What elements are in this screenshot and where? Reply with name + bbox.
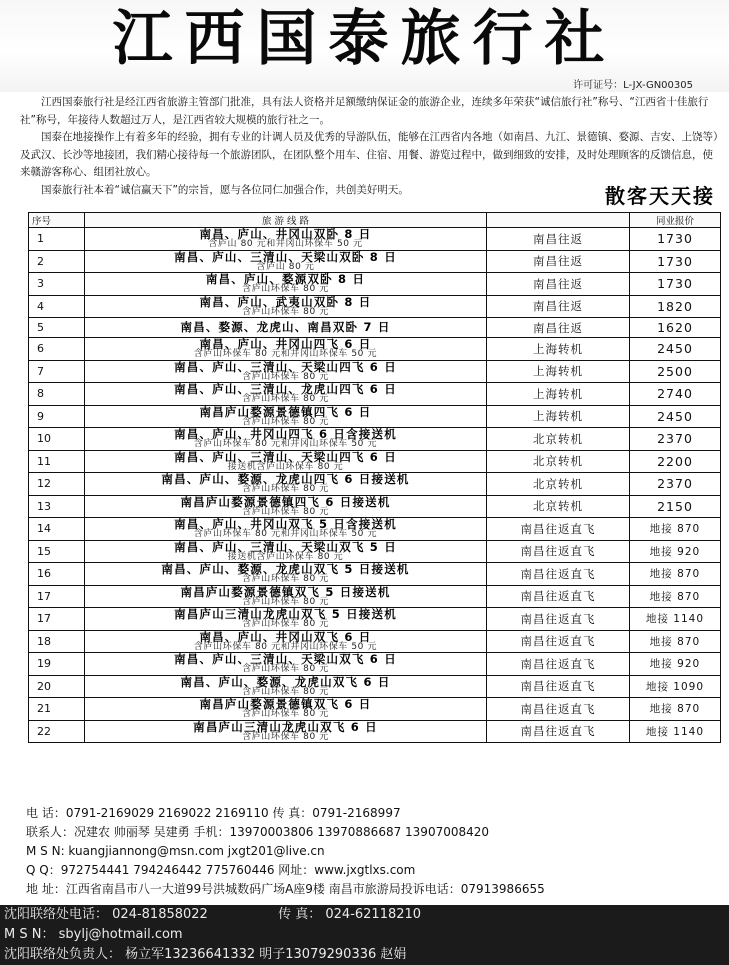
route-note: 含庐山环保车 80 元 xyxy=(242,574,329,585)
route-type: 北京转机 xyxy=(487,450,630,473)
route-title: 南昌庐山婺源景德镇四飞 6 日 xyxy=(199,404,372,419)
footer xyxy=(0,905,729,965)
route-note: 含庐山环保车 80 元 xyxy=(242,619,329,630)
route-price: 2740 xyxy=(630,383,721,406)
route-note: 含庐山环保车 80 元 xyxy=(242,686,329,697)
route-type: 南昌往返直飞 xyxy=(487,563,630,586)
route-title: 南昌、庐山、三清山、天梁山四飞 6 日 xyxy=(174,449,397,464)
row-number: 5 xyxy=(29,318,85,338)
row-number: 19 xyxy=(29,653,85,676)
route-title: 南昌庐山婺源景德镇双飞 6 日 xyxy=(199,697,372,711)
route-title: 南昌、庐山、井冈山双飞 5 日含接送机 xyxy=(174,517,397,531)
route-type: 南昌往返直飞 xyxy=(487,608,630,631)
row-number: 16 xyxy=(29,563,85,586)
route-note: 接送机含庐山环保车 80 元 xyxy=(227,461,344,472)
footer-manager: 杨立军13236641332 明子13079290336 赵娟 xyxy=(125,947,407,962)
intro-paragraph-3: 国泰旅行社本着“诚信赢天下”的宗旨，愿与各位同仁加强合作，共创美好明天。 xyxy=(41,183,409,196)
route-cell xyxy=(85,318,487,338)
route-cell xyxy=(85,518,487,541)
route-title: 南昌庐山婺源景德镇四飞 6 日接送机 xyxy=(180,494,391,509)
route-price: 地接 870 xyxy=(630,585,721,608)
footer-manager-line xyxy=(0,945,729,965)
footer-msn-label: M S N： xyxy=(4,927,55,942)
row-number: 7 xyxy=(29,360,85,383)
route-cell xyxy=(85,383,487,406)
route-cell xyxy=(85,473,487,496)
table-row xyxy=(29,405,721,428)
row-number: 17 xyxy=(29,585,85,608)
route-note: 含庐山环保车 80 元和井冈山环保车 50 元 xyxy=(193,529,378,540)
table-row xyxy=(29,495,721,518)
route-type: 南昌往返直飞 xyxy=(487,630,630,653)
route-cell xyxy=(85,450,487,473)
table-row xyxy=(29,338,721,361)
route-type: 上海转机 xyxy=(487,383,630,406)
route-price: 2450 xyxy=(630,338,721,361)
route-title: 南昌、庐山、三清山、天梁山四飞 6 日 xyxy=(174,359,397,374)
brand-title: 江西国泰旅行社 xyxy=(112,4,617,74)
route-type: 南昌往返 xyxy=(487,228,630,251)
contact-people: 联系人：况建农 帅丽琴 吴建勇 手机：13970003806 13970886687 13907008420 xyxy=(26,825,490,839)
route-note: 含庐山 80 元 xyxy=(256,261,315,272)
row-number: 13 xyxy=(29,495,85,518)
table-row xyxy=(29,473,721,496)
route-type: 南昌往返直飞 xyxy=(487,540,630,563)
route-cell xyxy=(85,360,487,383)
route-type: 南昌往返直飞 xyxy=(487,720,630,743)
route-note: 含庐山环保车 80 元和井冈山环保车 50 元 xyxy=(193,641,378,652)
footer-fax-label: 传 真： xyxy=(278,907,322,922)
route-price: 2200 xyxy=(630,450,721,473)
route-price: 2370 xyxy=(630,428,721,451)
header-num: 序号 xyxy=(29,213,85,228)
route-cell xyxy=(85,630,487,653)
route-note: 含庐山环保车 80 元 xyxy=(242,731,329,742)
route-type: 北京转机 xyxy=(487,495,630,518)
footer-phone-label: 沈阳联络处电话： xyxy=(4,907,109,922)
route-note: 含庐山环保车 80 元 xyxy=(242,484,329,495)
route-title: 南昌、庐山、三清山、龙虎山四飞 6 日 xyxy=(174,382,397,396)
route-price: 地接 870 xyxy=(630,563,721,586)
header-price: 同业报价 xyxy=(630,213,721,228)
route-note: 含庐山环保车 80 元 xyxy=(242,416,329,427)
route-title: 南昌、庐山、武夷山双卧 8 日 xyxy=(199,294,372,309)
route-type: 北京转机 xyxy=(487,428,630,451)
route-price: 2150 xyxy=(630,495,721,518)
table-row xyxy=(29,653,721,676)
route-type: 上海转机 xyxy=(487,360,630,383)
row-number: 18 xyxy=(29,630,85,653)
row-number: 11 xyxy=(29,450,85,473)
row-number: 20 xyxy=(29,675,85,698)
route-price: 1730 xyxy=(630,228,721,251)
route-type: 南昌往返直飞 xyxy=(487,698,630,721)
route-title: 南昌庐山婺源景德镇双飞 5 日接送机 xyxy=(180,584,391,599)
table-row xyxy=(29,383,721,406)
footer-phone: 024-81858022 xyxy=(112,907,208,922)
route-cell xyxy=(85,405,487,428)
route-title: 南昌、庐山、井冈山四飞 6 日含接送机 xyxy=(174,427,397,441)
route-title: 南昌庐山三清山龙虎山双飞 6 日 xyxy=(193,719,378,734)
route-note: 接送机含庐山环保车 80 元 xyxy=(227,551,344,562)
row-number: 3 xyxy=(29,273,85,296)
route-type: 南昌往返直飞 xyxy=(487,518,630,541)
route-price: 地接 870 xyxy=(630,698,721,721)
table-row xyxy=(29,518,721,541)
table-row xyxy=(29,585,721,608)
contact-block xyxy=(26,804,726,899)
route-type: 北京转机 xyxy=(487,473,630,496)
row-number: 9 xyxy=(29,405,85,428)
footer-msn: sbylj@hotmail.com xyxy=(58,927,183,942)
contact-msn: M S N: kuangjiannong@msn.com jxgt201@live.cn xyxy=(26,844,325,858)
route-title: 南昌、庐山、三清山、天梁山双飞 6 日 xyxy=(174,652,397,666)
route-type: 南昌往返直飞 xyxy=(487,653,630,676)
route-price: 地接 1140 xyxy=(630,608,721,631)
route-price: 2500 xyxy=(630,360,721,383)
route-title: 南昌、庐山、井冈山四飞 6 日 xyxy=(199,337,372,351)
table-row xyxy=(29,540,721,563)
row-number: 1 xyxy=(29,228,85,251)
route-title: 南昌、庐山、婺源双卧 8 日 xyxy=(205,272,366,286)
table-row xyxy=(29,273,721,296)
route-title: 南昌、婺源、龙虎山、南昌双卧 7 日 xyxy=(180,320,391,335)
route-price: 地接 870 xyxy=(630,518,721,541)
table-row xyxy=(29,450,721,473)
table-row xyxy=(29,428,721,451)
table-row xyxy=(29,630,721,653)
route-cell xyxy=(85,675,487,698)
table-row xyxy=(29,295,721,318)
route-type: 南昌往返 xyxy=(487,250,630,273)
footer-fax: 024-62118210 xyxy=(325,907,422,922)
route-note: 含庐山环保车 80 元和井冈山环保车 50 元 xyxy=(193,349,378,360)
route-note: 含庐山环保车 80 元 xyxy=(242,709,329,720)
route-cell xyxy=(85,250,487,273)
route-type: 南昌往返直飞 xyxy=(487,585,630,608)
header-type xyxy=(487,213,630,228)
row-number: 8 xyxy=(29,383,85,406)
route-type: 上海转机 xyxy=(487,338,630,361)
header-route: 旅 游 线 路 xyxy=(85,213,487,228)
row-number: 12 xyxy=(29,473,85,496)
route-price: 1620 xyxy=(630,318,721,338)
row-number: 2 xyxy=(29,250,85,273)
route-price: 2450 xyxy=(630,405,721,428)
route-cell xyxy=(85,563,487,586)
route-cell xyxy=(85,338,487,361)
route-cell xyxy=(85,698,487,721)
route-cell xyxy=(85,585,487,608)
route-note: 含庐山环保车 80 元和井冈山环保车 50 元 xyxy=(193,439,378,450)
intro-paragraph-2: 国泰在地接操作上有着多年的经验，拥有专业的计调人员及优秀的导游队伍，能够在江西省内各地（如南昌、九江、景德镇、婺源、吉安、上饶等）及武汉、长沙等地接团，我们精心接待每一个旅游团队，在团队整个用车、住宿、用餐、游览过程中，做到细致的安排，及时处理顾客的反馈信息，使来赣游客称心、组团社放心。 xyxy=(20,131,719,179)
route-cell xyxy=(85,273,487,296)
route-cell xyxy=(85,295,487,318)
table-row xyxy=(29,228,721,251)
route-title: 南昌、庐山、婺源、龙虎山双飞 6 日 xyxy=(180,674,391,689)
route-title: 南昌、庐山、井冈山双飞 6 日 xyxy=(199,629,372,644)
row-number: 14 xyxy=(29,518,85,541)
table-row xyxy=(29,675,721,698)
table-row xyxy=(29,563,721,586)
route-cell xyxy=(85,228,487,251)
route-price: 地接 870 xyxy=(630,630,721,653)
route-price: 1730 xyxy=(630,273,721,296)
route-title: 南昌、庐山、井冈山双卧 8 日 xyxy=(199,227,372,241)
route-title: 南昌、庐山、三清山、天梁山双飞 5 日 xyxy=(174,539,397,554)
route-title: 南昌、庐山、三清山、天梁山双卧 8 日 xyxy=(174,249,397,264)
route-price: 地接 920 xyxy=(630,540,721,563)
route-note: 含庐山 80 元和井冈山环保车 50 元 xyxy=(208,239,363,250)
route-note: 含庐山环保车 80 元 xyxy=(242,306,329,317)
route-price: 地接 1140 xyxy=(630,720,721,743)
route-type: 南昌往返直飞 xyxy=(487,675,630,698)
table-row xyxy=(29,720,721,743)
route-type: 南昌往返 xyxy=(487,273,630,296)
route-price: 1730 xyxy=(630,250,721,273)
route-note: 含庐山环保车 80 元 xyxy=(242,284,329,295)
route-price: 1820 xyxy=(630,295,721,318)
row-number: 6 xyxy=(29,338,85,361)
route-cell xyxy=(85,653,487,676)
table-header-row xyxy=(29,213,721,228)
route-type: 南昌往返 xyxy=(487,318,630,338)
row-number: 4 xyxy=(29,295,85,318)
license-number: 许可证号：L-JX-GN00305 xyxy=(573,80,693,91)
route-note: 含庐山环保车 80 元 xyxy=(242,664,329,675)
route-title: 南昌、庐山、婺源、龙虎山四飞 6 日接送机 xyxy=(161,472,410,486)
route-cell xyxy=(85,608,487,631)
contact-address: 地 址：江西省南昌市八一大道99号洪城数码广场A座9楼 南昌市旅游局投诉电话：07913986655 xyxy=(26,882,545,896)
contact-qq: Q Q：972754441 794246442 775760446 网址：www.jxgtlxs.com xyxy=(26,863,416,877)
row-number: 15 xyxy=(29,540,85,563)
route-note: 含庐山环保车 80 元 xyxy=(242,506,329,517)
table-row xyxy=(29,698,721,721)
route-price: 地接 1090 xyxy=(630,675,721,698)
header xyxy=(0,0,729,92)
row-number: 10 xyxy=(29,428,85,451)
route-type: 上海转机 xyxy=(487,405,630,428)
row-number: 21 xyxy=(29,698,85,721)
route-cell xyxy=(85,428,487,451)
row-number: 22 xyxy=(29,720,85,743)
route-type: 南昌往返 xyxy=(487,295,630,318)
slogan: 散客天天接 xyxy=(605,184,715,208)
table-row xyxy=(29,318,721,338)
intro-paragraph-1: 江西国泰旅行社是经江西省旅游主管部门批准，具有法人资格并足额缴纳保证金的旅游企业，连续多年荣获“诚信旅行社”称号、“江西省十佳旅行社”称号，年接待人数超过万人，是江西省较大规模的旅行社之一。 xyxy=(20,96,709,126)
table-row xyxy=(29,608,721,631)
route-title: 南昌、庐山、婺源、龙虎山双飞 5 日接送机 xyxy=(161,562,410,576)
route-price: 2370 xyxy=(630,473,721,496)
route-price-table xyxy=(28,212,721,743)
row-number: 17 xyxy=(29,608,85,631)
route-note: 含庐山环保车 80 元 xyxy=(242,596,329,607)
route-title: 南昌庐山三清山龙虎山双飞 5 日接送机 xyxy=(174,607,397,621)
route-price: 地接 920 xyxy=(630,653,721,676)
table-row xyxy=(29,250,721,273)
route-note: 含庐山环保车 80 元 xyxy=(242,394,329,405)
route-note: 含庐山环保车 80 元 xyxy=(242,371,329,382)
table-body xyxy=(29,228,721,743)
route-cell xyxy=(85,495,487,518)
contact-phone: 电 话：0791-2169029 2169022 2169110 传 真：0791-2168997 xyxy=(26,806,401,820)
route-cell xyxy=(85,540,487,563)
table-row xyxy=(29,360,721,383)
footer-manager-label: 沈阳联络处负责人： xyxy=(4,947,122,962)
footer-phone-line xyxy=(0,905,729,925)
footer-msn-line xyxy=(0,925,729,945)
route-cell xyxy=(85,720,487,743)
